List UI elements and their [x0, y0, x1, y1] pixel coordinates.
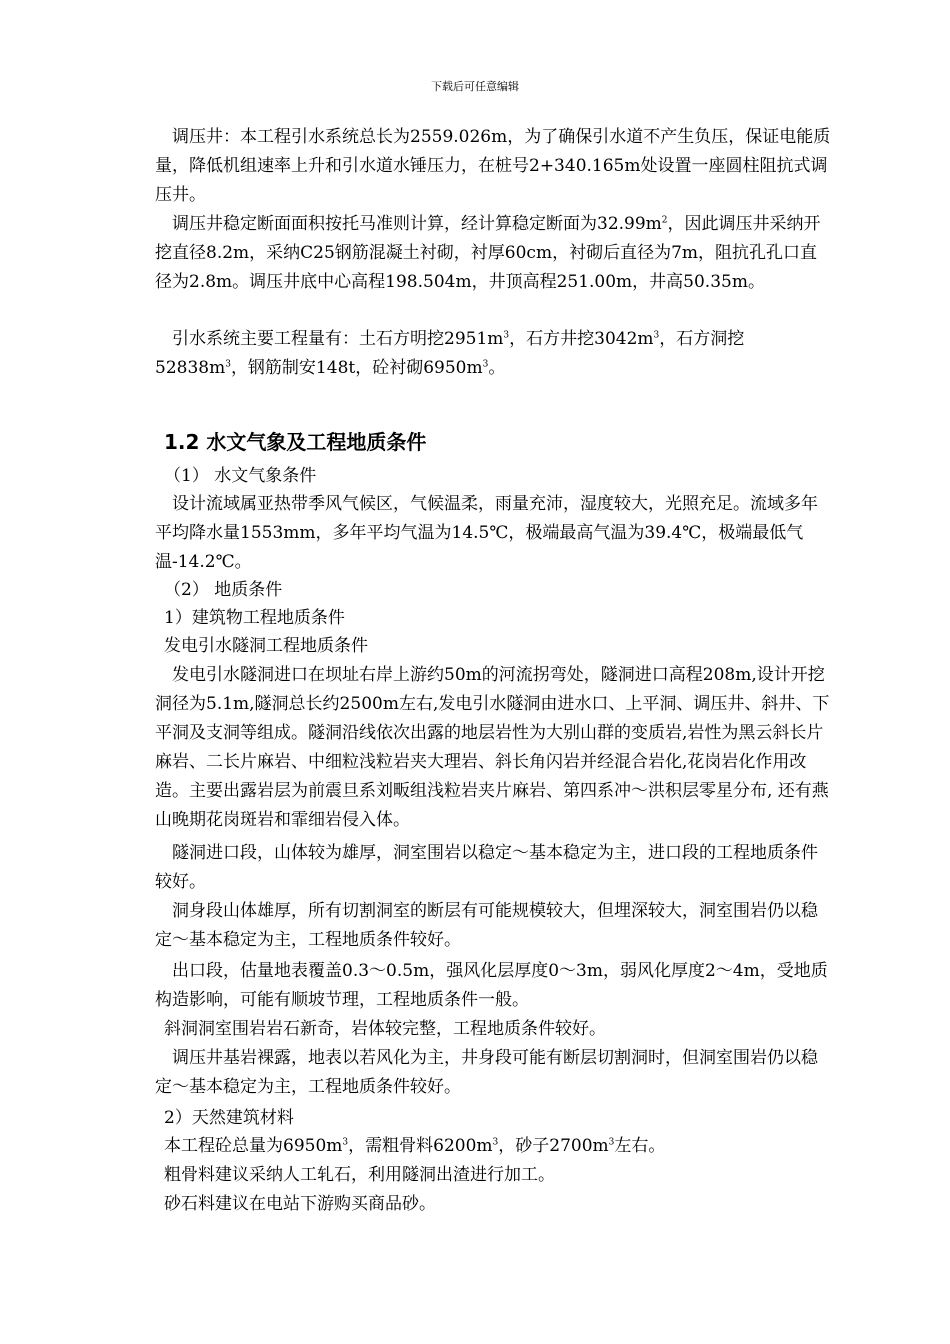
subsection-building-geology: 1）建筑物工程地质条件	[164, 608, 345, 628]
paragraph-outlet: 出口段，估量地表覆盖0.3～0.5m，强风化层厚度0～3m，弱风化厚度2～4m，受地质构造影响，可能有顺坡节理，工程地质条件一般。	[155, 961, 828, 1010]
text-span: 引水系统主要工程量有：土石方明挖2951m	[172, 329, 504, 349]
paragraph-hydro: 设计流域属亚热带季风气候区，气候温柔，雨量充沛，湿度较大，光照充足。流域多年平均降水量1553mm，多年平均气温为14.5℃，极端最高气温为39.4℃，极端最低气温-14.2℃。	[155, 494, 818, 572]
text-span: ，石方洞挖52838m	[155, 329, 745, 378]
text-span: ，砂子2700m	[498, 1136, 609, 1156]
superscript: 3	[225, 359, 231, 370]
text-span: ，需粗骨料6200m	[348, 1136, 493, 1156]
paragraph-body-section: 洞身段山体雄厚，所有切割洞室的断层有可能规模较大，但埋深较大，洞室围岩仍以稳定～基本稳定为主，工程地质条件较好。	[155, 901, 818, 950]
paragraph-tunnel-intro: 发电引水隧洞进口在坝址右岸上游约50m的河流拐弯处，隧洞进口高程208m,设计开挖洞径为5.1m,隧洞总长约2500m左右,发电引水隧洞由进水口、上平洞、调压井、斜井、下平洞及支洞等组成。隧洞沿线依次出露的地层岩性为大别山群的变质岩,岩性为黑云斜长片麻岩、二长片麻岩、中细粒浅粒岩夹大理岩、斜长角闪岩并经混合岩化,花岗岩化作用改造。主要出露岩层为前震旦系刘畈组浅粒岩夹片麻岩、第四系冲～洪积层零星分布, 还有燕山晚期花岗斑岩和霏细岩侵入体。	[155, 665, 830, 830]
paragraph-sand: 砂石料建议在电站下游购买商品砂。	[164, 1194, 436, 1214]
subsection-materials-title: 2）天然建筑材料	[164, 1108, 294, 1128]
superscript: 3	[653, 330, 660, 341]
page-header: 下载后可任意编辑	[431, 80, 519, 93]
text-span: 本工程砼总量为6950m	[164, 1136, 343, 1156]
paragraph-incline: 斜洞洞室围岩岩石新奇，岩体较完整，工程地质条件较好。	[164, 1019, 606, 1039]
superscript: 3	[492, 1137, 499, 1148]
section-title: 1.2 水文气象及工程地质条件	[164, 430, 427, 454]
paragraph-surge-geology: 调压井基岩裸露，地表以若风化为主，井身段可能有断层切割洞时，但洞室围岩仍以稳定～基本稳定为主，工程地质条件较好。	[155, 1048, 818, 1097]
text-span: 调压井稳定断面面积按托马准则计算，经计算稳定断面为32.99m	[172, 214, 662, 234]
paragraph-surge-shaft: 调压井：本工程引水系统总长为2559.026m，为了确保引水道不产生负压，保证电能质量，降低机组速率上升和引水道水锤压力，在桩号2+340.165m处设置一座圆柱阻抗式调压井。	[155, 127, 831, 205]
superscript: 3	[608, 1137, 615, 1148]
paragraph-materials-volume	[164, 1132, 665, 1160]
superscript: 2	[661, 215, 668, 226]
superscript: 3	[482, 359, 489, 370]
text-span: ，因此调压井采纳开挖直径8.2m，采纳C25钢筋混凝土衬砌，衬厚60cm，衬砌后直径为7m，阻抗孔孔口直径为2.8m。调压井底中心高程198.504m，井顶高程251.00m，井高50.35m。	[155, 214, 821, 292]
subsection-tunnel-geology: 发电引水隧洞工程地质条件	[164, 636, 368, 656]
superscript: 3	[342, 1137, 349, 1148]
subsection-hydro-title: （1） 水文气象条件	[164, 466, 317, 486]
text-span: 左右。	[614, 1136, 666, 1156]
paragraph-stable-section	[155, 210, 833, 297]
superscript: 3	[503, 330, 510, 341]
text-span: ，钢筋制安148t，砼衬砌6950m	[230, 358, 483, 378]
paragraph-coarse-aggregate: 粗骨料建议采纳人工轧石，利用隧洞出渣进行加工。	[164, 1165, 555, 1185]
paragraph-inlet: 隧洞进口段，山体较为雄厚，洞室围岩以稳定～基本稳定为主，进口段的工程地质条件较好。	[155, 843, 818, 892]
paragraph-quantities	[155, 325, 833, 383]
subsection-geology-title: （2） 地质条件	[164, 580, 283, 600]
text-span: ，石方井挖3042m	[509, 329, 654, 349]
text-span: 。	[488, 358, 506, 378]
